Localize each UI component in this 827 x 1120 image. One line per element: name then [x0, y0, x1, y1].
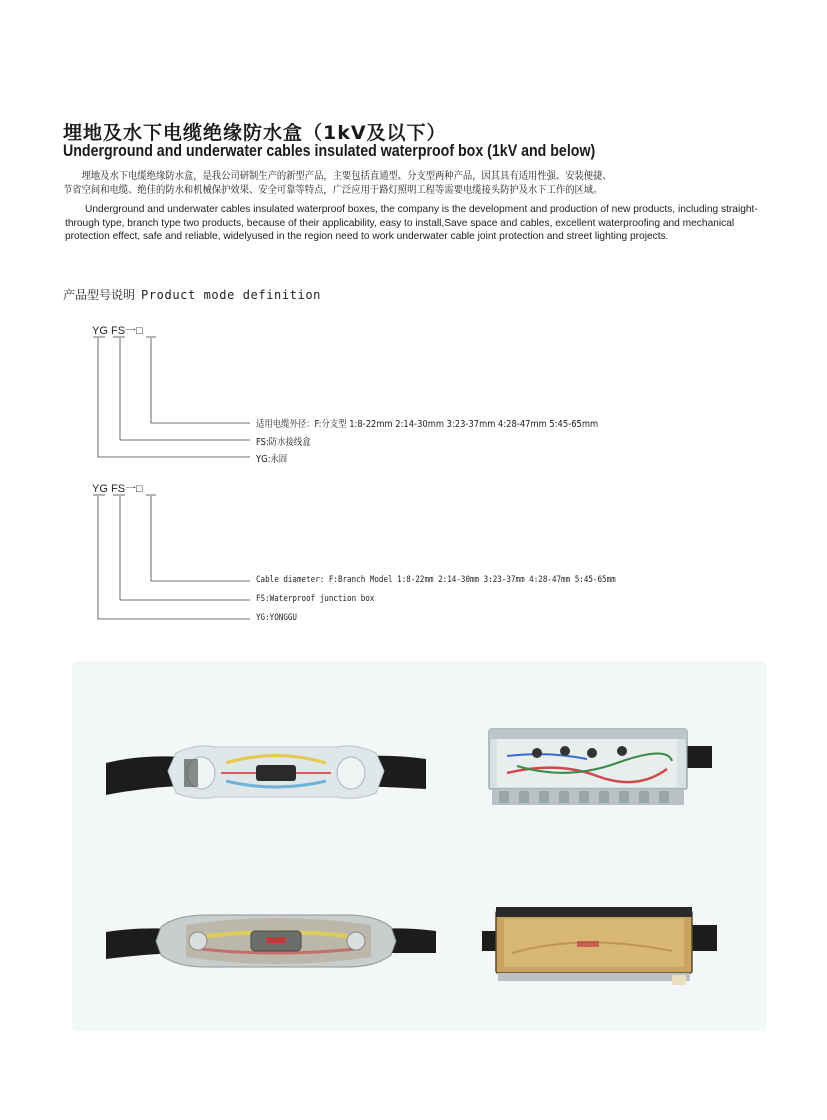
- straight-through-junction-box-filled-photo: [106, 897, 436, 987]
- model-cn-box: □: [136, 325, 143, 337]
- model-en-code: [92, 480, 143, 496]
- title-en: Underground and underwater cables insulated waterproof box (1kV and below): [63, 142, 596, 160]
- section-title-en: Product mode definition: [141, 288, 321, 302]
- model-cn-desc-diameter: 适用电缆外径：F:分支型 1:8-22mm 2:14-30mm 3:23-37mm 4:28-47mm 5:45-65mm: [256, 419, 599, 430]
- model-cn-code: [92, 322, 143, 338]
- straight-through-junction-box-clear-photo: [106, 723, 426, 823]
- model-en-yg: YG: [92, 483, 108, 495]
- branch-junction-box-amber-photo: [482, 893, 717, 993]
- branch-junction-box-clear-photo: [477, 721, 712, 821]
- model-en-dash: 一: [125, 483, 137, 495]
- model-en-desc-yg: YG:YONGGU: [256, 613, 297, 623]
- intro-cn-line-1: 埋地及水下电缆绝缘防水盒，是我公司研制生产的新型产品，主要包括直通型、分支型两种产品，因其具有适用性强、安装便捷、: [63, 171, 612, 182]
- title-cn: 埋地及水下电缆绝缘防水盒（1kV及以下）: [63, 122, 447, 144]
- product-photo-panel: [72, 661, 767, 1031]
- model-cn-yg: YG: [92, 325, 108, 337]
- model-cn-desc-fs: FS:防水接线盒: [256, 437, 311, 448]
- model-en-desc-fs: FS:Waterproof junction box: [256, 594, 375, 604]
- model-cn-dash: 一: [125, 325, 137, 337]
- model-en-desc-diameter: Cable diameter: F:Branch Model 1:8-22mm 2:14-30mm 3:23-37mm 4:28-47mm 5:45-65mm: [256, 575, 616, 585]
- intro-cn-line-2: 节省空间和电缆、绝佳的防水和机械保护效果、安全可靠等特点，广泛应用于路灯照明工程等需要电缆接头防护及水下工作的区域。: [63, 185, 603, 196]
- model-en-fs: FS: [110, 483, 126, 495]
- intro-en-text: Underground and underwater cables insulated waterproof boxes, the company is the development and production of new products, including straight-through type, branch type two products, because of their applicability, easy to install,Save space and cables, excellent waterproofing and mechanical protection effect, safe and reliable, widelyused in the region need to work underwater cable joint protection and street lighting projects.: [65, 204, 758, 242]
- model-cn-fs: FS: [110, 325, 126, 337]
- model-cn-desc-yg: YG:永固: [256, 454, 288, 465]
- model-en-box: □: [136, 483, 143, 495]
- section-title-cn: 产品型号说明: [63, 288, 136, 302]
